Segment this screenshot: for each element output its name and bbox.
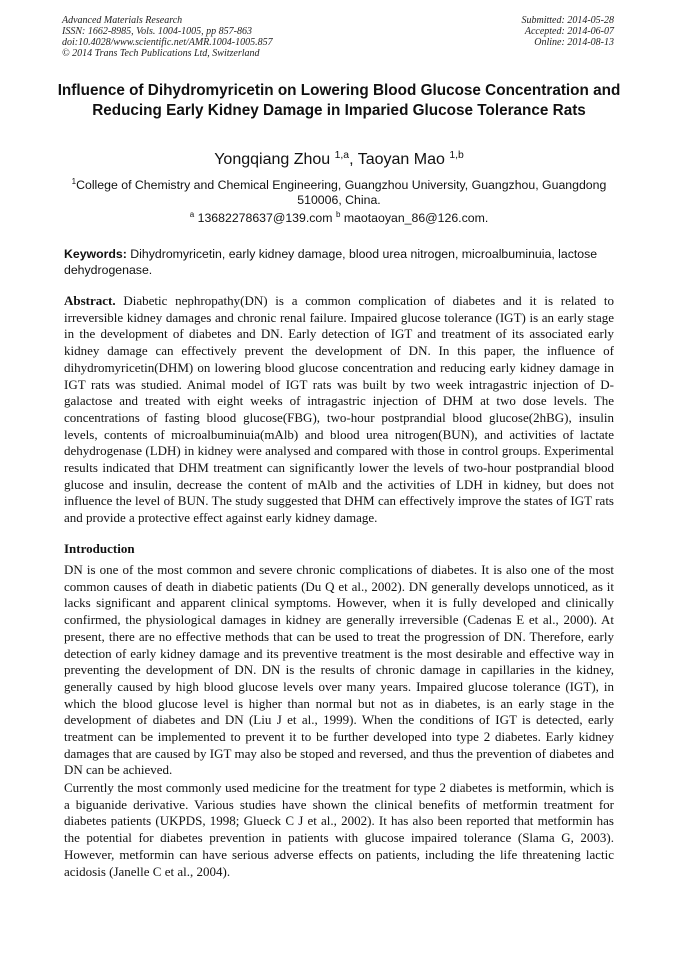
email-mark: b bbox=[335, 210, 341, 220]
abstract bbox=[64, 293, 614, 527]
affiliation-text: College of Chemistry and Chemical Engineering, Guangzhou University, Guangzhou, Guangdong 510006, China. bbox=[76, 178, 607, 207]
author-emails bbox=[60, 211, 618, 226]
email-address[interactable]: 13682278637@139.com bbox=[197, 211, 333, 225]
email-address[interactable]: maotaoyan_86@126.com. bbox=[343, 211, 489, 225]
author-affiliation-mark: 1,b bbox=[449, 149, 464, 161]
author-affiliation-mark: 1,a bbox=[334, 149, 350, 161]
paper-title: Influence of Dihydromyricetin on Lowering Blood Glucose Concentration and Reducing Early Kidney Damage in Imparied Glucose Tolerance Rats bbox=[57, 82, 621, 119]
copyright-line: © 2014 Trans Tech Publications Ltd, Switzerland bbox=[62, 48, 260, 59]
body-paragraph: DN is one of the most common and severe chronic complications of diabetes. It is also one of the most common causes of death in diabetic patients (Du Q et al., 2002). DN generally develops unnoticed, as it lacks significant and apparent clinical symptoms. However, when it is fully developed and clinically confirmed, the physiological damages in kidney are generally irreversible (Cadenas E et al., 2000). At present, there are no effective methods that can be used to treat the progression of DN. Therefore, early detection of early kidney damage and its preventive treatment is the most desirable and effective way in preventing the development of DN. DN is the results of chronic damage in capillaries in the kidney, generally caused by high blood glucose levels over many years. Impaired glucose tolerance (IGT), in which the blood glucose level is higher than normal but not as in diabetes, is an early stage in the development of diabetes and DN (Liu J et al., 1999). When the conditions of IGT is detected, early treatment can be implemented to prevent it to be further developed into type 2 diabetes. Early kidney damages that are caused by IGT may also be stoped and reversed, and thus the prevention of diabetes and DN can be achieved. bbox=[64, 562, 614, 778]
doi-line[interactable]: doi:10.4028/www.scientific.net/AMR.1004-1005.857 bbox=[62, 37, 273, 48]
body-paragraph: Currently the most commonly used medicine for the treatment for type 2 diabetes is metformin, which is a biguanide derivative. Various studies have shown the clinical benefits of metformin treatment for diabetes patients (UKPDS, 1998; Glueck C J et al., 2002). It has also been reported that metformin has the potential for diabetes prevention in patients with glucose impaired tolerance (Slama G, 2003). However, metformin can have serious adverse effects on patients, including the life threatening lactic acidosis (Janelle C et al., 2004). bbox=[64, 780, 614, 879]
email-mark: a bbox=[189, 210, 195, 220]
affiliation-mark: 1 bbox=[71, 177, 77, 187]
issn-line: ISSN: 1662-8985, Vols. 1004-1005, pp 857-863 bbox=[62, 26, 252, 37]
accepted-date: Accepted: 2014-06-07 bbox=[524, 26, 614, 37]
affiliation bbox=[60, 178, 618, 208]
submitted-date: Submitted: 2014-05-28 bbox=[521, 15, 614, 26]
keywords bbox=[64, 246, 614, 278]
abstract-text: Diabetic nephropathy(DN) is a common complication of diabetes and it is related to irreversible kidney damages and chronic renal failure. Impaired glucose tolerance (IGT) is an early stage in the development of diabetes and DN. Early detection of IGT and treatment of its associated early kidney damage can effectively prevent the development of DN. In this paper, the influence of dihydromyricetin(DHM) on lowering blood glucose concentration and reducing early kidney damage in IGT rats was studied. Animal model of IGT rats was built by two week intragastric injection of D-galactose and treated with eight weeks of intragastric injection of DHM at two dose levels. The concentrations of fasting blood glucose(FBG), two-hour postprandial blood glucose(2hBG), insulin levels, contents of microalbuminuia(mAlb) and blood urea nitrogen(BUN), and activities of lactate dehydrogenase (LDH) in kidney were analysed and compared with those in control groups. Experimental results indicated that DHM treatment can significantly lower the levels of two-hour postprandial blood glucose and insulin, decrease the content of mAlb and the activities of LDH in kidney, but does not influence the level of BUN. The study suggested that DHM can effectively improve the states of IGT rats and provide a protective effect against early kidney damage. bbox=[64, 293, 614, 526]
author-name: Yongqiang Zhou bbox=[214, 151, 331, 168]
keywords-text: Dihydromyricetin, early kidney damage, blood urea nitrogen, microalbuminuia, lactose dehydrogenase. bbox=[64, 247, 598, 277]
online-date: Online: 2014-08-13 bbox=[534, 37, 614, 48]
author-list bbox=[40, 150, 638, 170]
journal-name: Advanced Materials Research bbox=[62, 15, 183, 26]
section-heading: Introduction bbox=[64, 541, 135, 556]
dates-header bbox=[522, 15, 615, 48]
author-separator: , bbox=[349, 151, 358, 168]
journal-header bbox=[62, 15, 273, 59]
keywords-label: Keywords: bbox=[64, 247, 127, 261]
abstract-label: Abstract. bbox=[64, 293, 116, 308]
author-name: Taoyan Mao bbox=[357, 151, 445, 168]
